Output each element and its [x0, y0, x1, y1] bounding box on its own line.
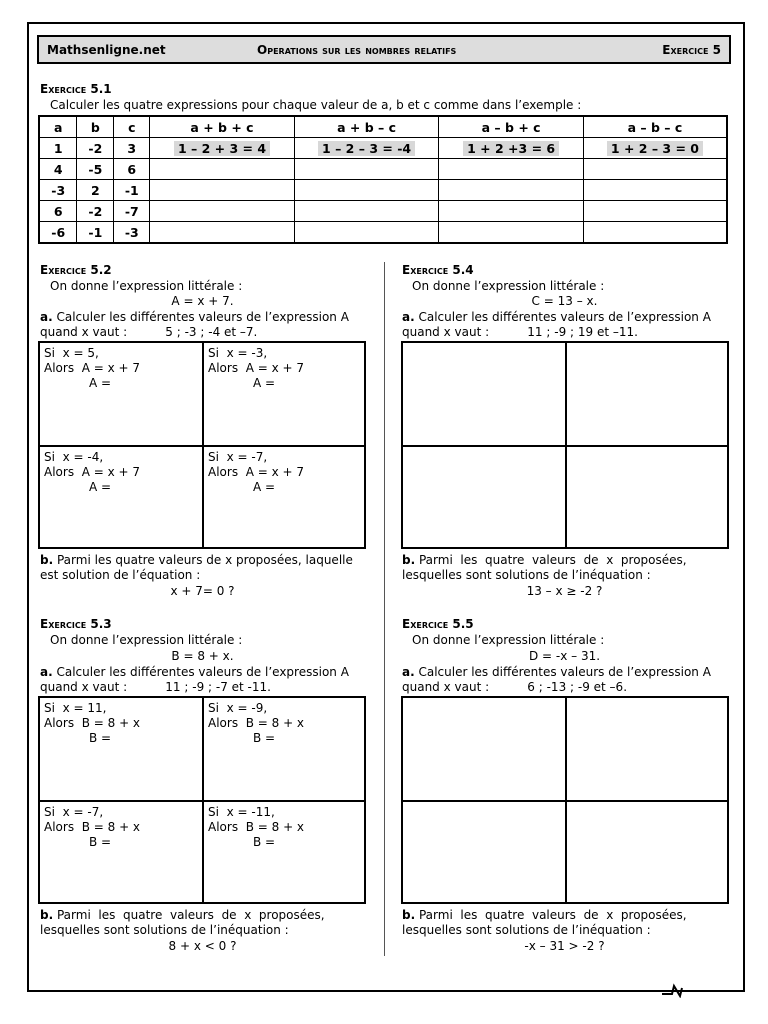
ex51-value-cell: -6 — [39, 222, 77, 244]
ex51-value-cell: -7 — [114, 201, 150, 222]
ex51-answer-cell[interactable] — [439, 222, 584, 244]
ex53-part-b: b. Parmi les quatre valeurs de x proposées, — [40, 908, 325, 922]
ex51-table — [38, 115, 728, 244]
ex54-intro: On donne l’expression littérale : — [412, 279, 605, 293]
site-name: Mathsenligne.net — [47, 43, 166, 57]
ex53-expression: B = 8 + x. — [171, 649, 234, 663]
ex51-answer-cell[interactable] — [439, 180, 584, 201]
ex54-part-b: b. Parmi les quatre valeurs de x proposées, — [402, 553, 687, 567]
ex54-part-a: a. Calculer les différentes valeurs de l’expression A — [402, 310, 711, 324]
ex51-value-cell: 2 — [77, 180, 114, 201]
ex53-intro: On donne l’expression littérale : — [50, 633, 243, 647]
page-title: Operations sur les nombres relatifs — [257, 43, 457, 57]
ex51-answer-cell[interactable] — [294, 222, 439, 244]
ex54-answer-grid — [401, 341, 729, 549]
ex51-answer-cell[interactable] — [150, 201, 295, 222]
ex51-example-answer: 1 – 2 – 3 = -4 — [318, 141, 415, 156]
ex51-value-cell: -1 — [114, 180, 150, 201]
ex53-a-text2: quand x vaut : 11 ; -9 ; -7 et -11. — [40, 680, 271, 694]
ex52-part-b: b. Parmi les quatre valeurs de x proposées, laquelle — [40, 553, 353, 567]
ex51-table-row — [39, 201, 727, 222]
ex51-col-header: a – b – c — [583, 116, 727, 138]
ex55-expression: D = -x – 31. — [528, 649, 601, 663]
ex51-value-cell: -1 — [77, 222, 114, 244]
ex51-answer-cell[interactable] — [583, 222, 727, 244]
ex52-part-a — [40, 310, 349, 324]
ex51-answer-cell[interactable] — [583, 180, 727, 201]
ex51-value-cell: 6 — [114, 159, 150, 180]
ex51-answer-cell[interactable] — [583, 138, 727, 159]
ex53-inequation: 8 + x < 0 ? — [168, 939, 237, 953]
ex52-answer-grid — [38, 341, 366, 549]
ex51-col-header: b — [77, 116, 114, 138]
ex54-a-text2: quand x vaut : 11 ; -9 ; 19 et –11. — [402, 325, 638, 339]
ex51-example-answer: 1 + 2 – 3 = 0 — [607, 141, 703, 156]
ex53-cell-2: Si x = -9, Alors B = 8 + x B = — [208, 701, 305, 745]
ex55-part-a: a. Calculer les différentes valeurs de l’expression A — [402, 665, 711, 679]
ex52-cell-2: Si x = -3, Alors A = x + 7 A = — [208, 346, 305, 390]
ex53-cell-1: Si x = 11, Alors B = 8 + x B = — [44, 701, 141, 745]
ex51-table-row — [39, 222, 727, 244]
ex54-b-text2: lesquelles sont solutions de l’inéquation : — [402, 568, 651, 582]
ex51-answer-cell[interactable] — [150, 159, 295, 180]
ex52-a-text1: Calculer les différentes valeurs de l’expression A — [56, 310, 349, 324]
ex51-answer-cell[interactable] — [150, 138, 295, 159]
ex51-col-header: a — [39, 116, 77, 138]
page-header — [37, 35, 731, 64]
ex51-answer-cell[interactable] — [294, 180, 439, 201]
ex55-a-text2: quand x vaut : 6 ; -13 ; -9 et –6. — [402, 680, 628, 694]
page-corner-mark — [660, 982, 690, 998]
ex51-answer-cell[interactable] — [439, 201, 584, 222]
column-divider — [384, 262, 385, 956]
ex52-a-label: a. — [40, 310, 53, 324]
ex51-value-cell: 1 — [39, 138, 77, 159]
ex55-part-b: b. Parmi les quatre valeurs de x proposées, — [402, 908, 687, 922]
ex51-table-row — [39, 159, 727, 180]
exercise-label: Exercice 5 — [662, 43, 721, 57]
ex54-title: Exercice 5.4 — [402, 263, 474, 277]
ex51-col-header: a + b – c — [294, 116, 439, 138]
ex51-answer-cell[interactable] — [150, 180, 295, 201]
ex52-a-text2: quand x vaut : 5 ; -3 ; -4 et –7. — [40, 325, 258, 339]
ex51-value-cell: 4 — [39, 159, 77, 180]
ex55-intro: On donne l’expression littérale : — [412, 633, 605, 647]
ex52-equation: x + 7= 0 ? — [170, 584, 235, 598]
ex55-answer-grid — [401, 696, 729, 904]
ex54-inequation: 13 – x ≥ -2 ? — [526, 584, 603, 598]
ex51-value-cell: 3 — [114, 138, 150, 159]
ex53-part-a: a. Calculer les différentes valeurs de l’expression A — [40, 665, 349, 679]
ex52-cell-4: Si x = -7, Alors A = x + 7 A = — [208, 450, 305, 494]
ex51-answer-cell[interactable] — [294, 201, 439, 222]
ex51-value-cell: -5 — [77, 159, 114, 180]
ex52-expression: A = x + 7. — [171, 294, 234, 308]
ex53-title: Exercice 5.3 — [40, 617, 112, 631]
ex51-col-header: a + b + c — [150, 116, 295, 138]
ex53-answer-grid — [38, 696, 366, 904]
ex51-example-answer: 1 – 2 + 3 = 4 — [174, 141, 270, 156]
ex51-answer-cell[interactable] — [439, 159, 584, 180]
ex53-cell-3: Si x = -7, Alors B = 8 + x B = — [44, 805, 141, 849]
ex51-answer-cell[interactable] — [294, 138, 439, 159]
ex51-value-cell: -2 — [77, 138, 114, 159]
ex54-expression: C = 13 – x. — [531, 294, 598, 308]
ex51-value-cell: -3 — [114, 222, 150, 244]
ex51-col-header: a – b + c — [439, 116, 584, 138]
ex53-cell-4: Si x = -11, Alors B = 8 + x B = — [208, 805, 305, 849]
ex51-answer-cell[interactable] — [439, 138, 584, 159]
ex52-title: Exercice 5.2 — [40, 263, 112, 277]
ex52-cell-3: Si x = -4, Alors A = x + 7 A = — [44, 450, 141, 494]
ex51-answer-cell[interactable] — [150, 222, 295, 244]
ex51-instruction: Calculer les quatre expressions pour chaque valeur de a, b et c comme dans l’exemple : — [50, 98, 582, 112]
ex51-answer-cell[interactable] — [294, 159, 439, 180]
ex51-col-header: c — [114, 116, 150, 138]
ex52-cell-1: Si x = 5, Alors A = x + 7 A = — [44, 346, 141, 390]
ex51-value-cell: -3 — [39, 180, 77, 201]
ex51-example-answer: 1 + 2 +3 = 6 — [463, 141, 559, 156]
ex51-value-cell: -2 — [77, 201, 114, 222]
ex51-answer-cell[interactable] — [583, 201, 727, 222]
ex51-title: Exercice 5.1 — [40, 82, 112, 96]
ex51-value-cell: 6 — [39, 201, 77, 222]
ex55-inequation: -x – 31 > -2 ? — [524, 939, 605, 953]
ex55-b-text2: lesquelles sont solutions de l’inéquation : — [402, 923, 651, 937]
ex55-title: Exercice 5.5 — [402, 617, 474, 631]
ex52-intro: On donne l’expression littérale : — [50, 279, 243, 293]
ex51-table-row — [39, 180, 727, 201]
ex52-b-text2: est solution de l’équation : — [40, 568, 201, 582]
ex51-answer-cell[interactable] — [583, 159, 727, 180]
ex51-table-row — [39, 138, 727, 159]
ex53-b-text2: lesquelles sont solutions de l’inéquation : — [40, 923, 289, 937]
